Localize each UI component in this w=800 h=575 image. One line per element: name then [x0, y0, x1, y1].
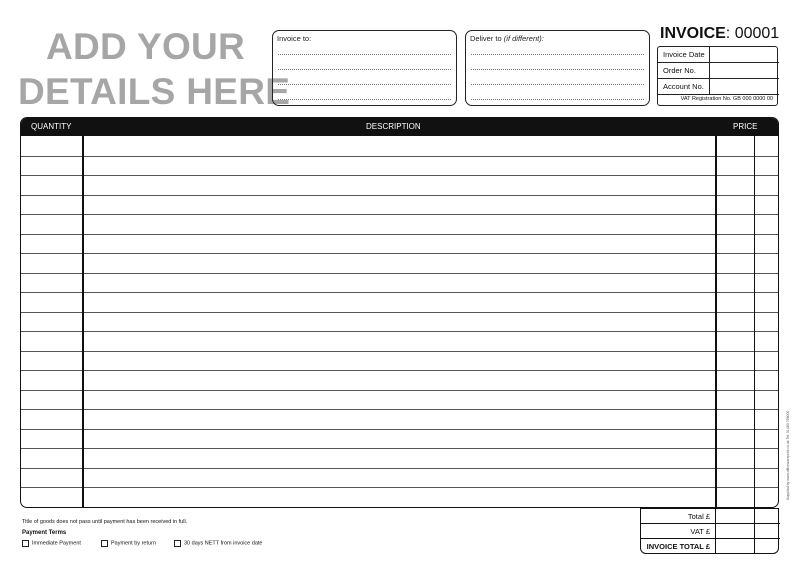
invoice-title-word: INVOICE: [660, 25, 726, 42]
address-line: [471, 84, 644, 85]
placeholder-company-line1: ADD YOUR: [46, 26, 246, 67]
placeholder-company-line2: DETAILS HERE: [18, 71, 291, 112]
table-row-line: [21, 487, 778, 488]
table-row-line: [21, 331, 778, 332]
table-header: [21, 118, 778, 136]
column-header-description: DESCRIPTION: [366, 122, 421, 131]
term-label: Immediate Payment: [32, 540, 81, 547]
invoice-title: [660, 25, 779, 43]
vat-label: VAT £: [641, 524, 716, 539]
order-no-label: Order No.: [658, 63, 710, 78]
deliver-to-label-note: (if different):: [503, 34, 544, 43]
pence-divider: [754, 509, 755, 524]
address-line: [471, 69, 644, 70]
column-divider: [715, 136, 717, 507]
vat-field[interactable]: [716, 524, 780, 539]
column-header-price: PRICE: [733, 122, 758, 131]
account-no-label: Account No.: [658, 79, 710, 94]
invoice-date-field[interactable]: [710, 47, 779, 62]
table-row-line: [21, 312, 778, 313]
order-no-field[interactable]: [710, 63, 779, 78]
terms-note: Title of goods does not pass until payment has been received in full.: [22, 519, 188, 525]
total-label: Total £: [641, 509, 716, 524]
invoice-to-label: Invoice to:: [277, 34, 312, 43]
pence-divider: [754, 524, 755, 539]
table-row-line: [21, 253, 778, 254]
term-payment-by-return[interactable]: [101, 540, 156, 547]
column-header-quantity: QUANTITY: [31, 122, 72, 131]
supplier-note: Supplied by www.officewareprint.co.uk Tel: 01483 768000: [786, 410, 790, 500]
table-row-line: [21, 390, 778, 391]
address-line: [278, 84, 451, 85]
address-line: [471, 54, 644, 55]
vat-registration: VAT Registration No. GB 000 0000 00: [680, 96, 773, 102]
total-field[interactable]: [716, 509, 780, 524]
deliver-to-box[interactable]: [465, 30, 650, 106]
term-label: Payment by return: [111, 540, 156, 547]
table-row-line: [21, 234, 778, 235]
column-divider: [82, 136, 84, 507]
table-row-line: [21, 273, 778, 274]
table-row-line: [21, 214, 778, 215]
payment-terms-title: Payment Terms: [22, 530, 67, 536]
invoice-meta-box: [657, 46, 778, 106]
pence-divider: [754, 539, 755, 554]
table-row-line: [21, 370, 778, 371]
total-row: [641, 509, 780, 524]
invoice-total-label: INVOICE TOTAL £: [641, 539, 716, 554]
invoice-to-box[interactable]: [272, 30, 457, 106]
address-line: [278, 69, 451, 70]
deliver-to-label-text: Deliver to: [470, 34, 502, 43]
table-row-line: [21, 156, 778, 157]
address-line: [278, 99, 451, 100]
checkbox[interactable]: [174, 540, 181, 547]
table-row-line: [21, 429, 778, 430]
term-immediate-payment[interactable]: [22, 540, 81, 547]
deliver-to-label: [470, 34, 544, 43]
invoice-total-row: [641, 539, 780, 554]
pence-divider: [754, 136, 755, 507]
invoice-number: : 00001: [725, 25, 780, 42]
invoice-date-row: [658, 47, 779, 63]
table-row-line: [21, 175, 778, 176]
checkbox[interactable]: [101, 540, 108, 547]
term-30-days-nett[interactable]: [174, 540, 262, 547]
address-line: [278, 54, 451, 55]
invoice-total-field[interactable]: [716, 539, 780, 554]
account-no-row: [658, 79, 779, 95]
line-items-table: [20, 117, 779, 508]
table-row-line: [21, 292, 778, 293]
totals-box: [640, 508, 779, 554]
table-row-line: [21, 448, 778, 449]
table-row-line: [21, 409, 778, 410]
checkbox[interactable]: [22, 540, 29, 547]
table-row-line: [21, 468, 778, 469]
table-row-line: [21, 351, 778, 352]
vat-row: [641, 524, 780, 539]
address-line: [471, 99, 644, 100]
table-row-line: [21, 195, 778, 196]
invoice-date-label: Invoice Date: [658, 47, 710, 62]
term-label: 30 days NETT from invoice date: [184, 540, 263, 547]
order-no-row: [658, 63, 779, 79]
account-no-field[interactable]: [710, 79, 779, 94]
